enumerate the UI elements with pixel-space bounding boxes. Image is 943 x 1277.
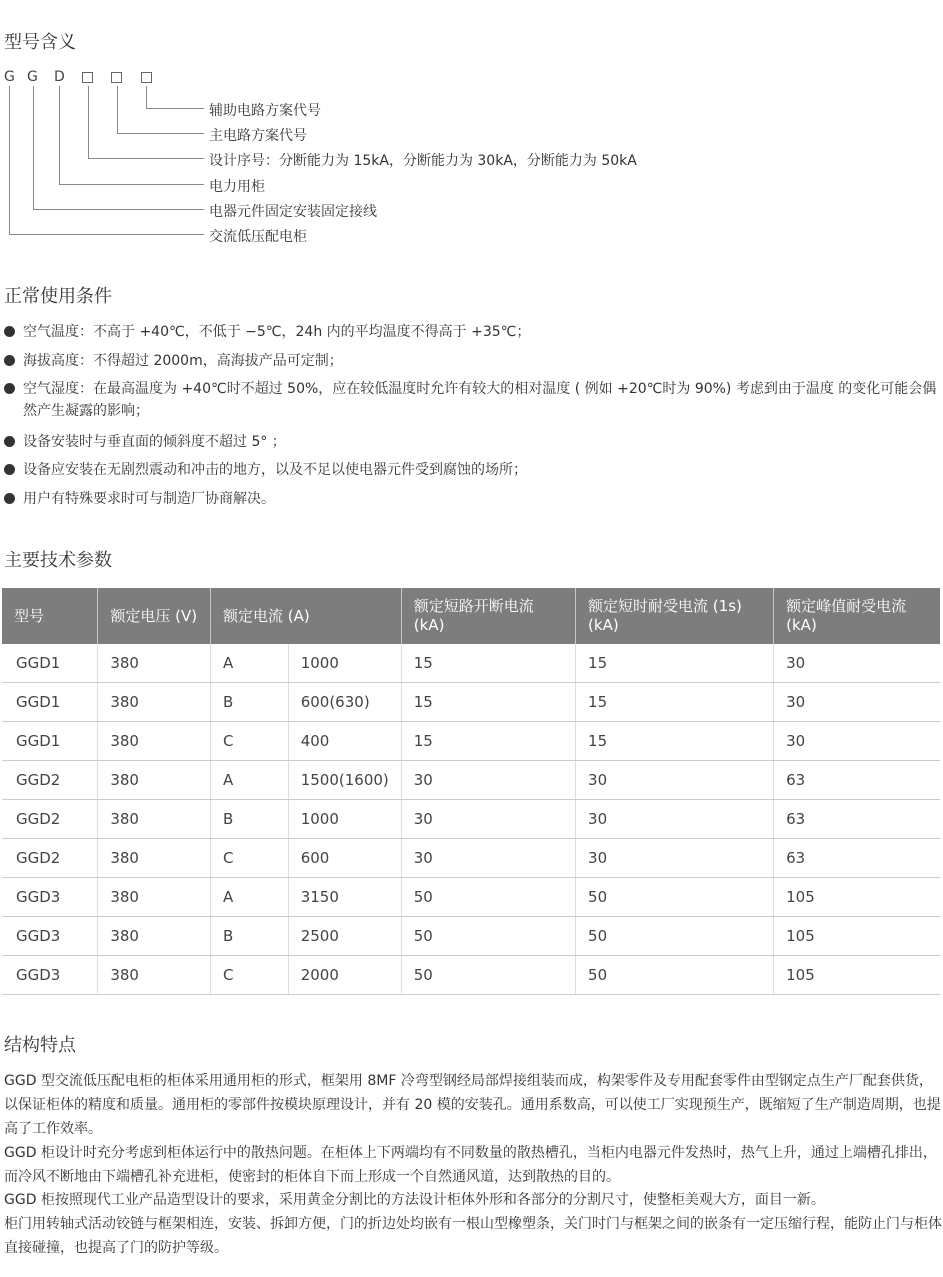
- table-cell: C: [210, 956, 288, 995]
- bullet-icon: [4, 436, 15, 447]
- section-title-model: 型号含义: [4, 32, 76, 53]
- header-rated-current: 额定电流 (A): [210, 588, 401, 644]
- section-title-structure: 结构特点: [4, 1035, 76, 1056]
- code-box-1: [82, 72, 93, 83]
- code-box-3: [141, 72, 152, 83]
- condition-item: [4, 321, 940, 343]
- table-cell: 30: [401, 800, 575, 839]
- table-cell: 15: [576, 683, 774, 722]
- condition-item: [4, 459, 940, 481]
- table-cell: 15: [401, 683, 575, 722]
- table-cell: 1500(1600): [288, 761, 401, 800]
- table-cell: 50: [576, 878, 774, 917]
- table-cell: 63: [774, 800, 940, 839]
- table-cell: 380: [98, 722, 211, 761]
- table-cell: 63: [774, 761, 940, 800]
- table-row: [2, 800, 940, 839]
- header-model: 型号: [2, 588, 98, 644]
- table-row: [2, 956, 940, 995]
- table-cell: 15: [576, 644, 774, 683]
- connector-line: [59, 86, 60, 184]
- condition-text: 设备安装时与垂直面的倾斜度不超过 5° ；: [23, 434, 286, 450]
- table-cell: GGD2: [2, 839, 98, 878]
- tech-params-table: [2, 588, 940, 995]
- model-label-main-circuit: 主电路方案代号: [209, 128, 307, 144]
- bullet-icon: [4, 355, 15, 366]
- condition-text: 设备应安装在无剧烈震动和冲击的地方，以及不足以使电器元件受到腐蚀的场所；: [23, 462, 527, 478]
- section-title-conditions: 正常使用条件: [4, 286, 112, 307]
- table-cell: 50: [401, 917, 575, 956]
- code-letter-g1: G: [4, 69, 15, 85]
- table-cell: 380: [98, 683, 211, 722]
- connector-line: [33, 209, 204, 210]
- structure-paragraph: GGD 型交流低压配电柜的柜体采用通用柜的形式，框架用 8MF 冷弯型钢经局部焊接组装而成，构架零件及专用配套零件由型钢定点生产厂配套供货，以保证柜体的精度和质量。通用柜的零部件按模块原理设计，并有 20 模的安装孔。通用系数高，可以使工厂实现预生产，既缩短了生产制造周期，也提高了工作效率。: [4, 1073, 941, 1137]
- table-cell: 30: [401, 839, 575, 878]
- table-cell: GGD2: [2, 761, 98, 800]
- condition-item: [4, 431, 940, 453]
- table-cell: 380: [98, 800, 211, 839]
- table-cell: GGD1: [2, 683, 98, 722]
- table-cell: 2000: [288, 956, 401, 995]
- table-cell: 1000: [288, 644, 401, 683]
- table-cell: 1000: [288, 800, 401, 839]
- table-cell: 15: [401, 644, 575, 683]
- bullet-icon: [4, 493, 15, 504]
- model-label-aux-circuit: 辅助电路方案代号: [209, 103, 321, 119]
- model-label-ac-lv-cabinet: 交流低压配电柜: [209, 229, 307, 245]
- connector-line: [9, 234, 204, 235]
- table-cell: 3150: [288, 878, 401, 917]
- condition-item: [4, 378, 940, 422]
- table-cell: 50: [401, 878, 575, 917]
- table-cell: 50: [576, 917, 774, 956]
- table-cell: A: [210, 644, 288, 683]
- table-cell: GGD1: [2, 644, 98, 683]
- table-cell: 50: [576, 956, 774, 995]
- model-label-power-cabinet: 电力用柜: [209, 179, 265, 195]
- connector-line: [59, 184, 204, 185]
- condition-text: 海拔高度：不得超过 2000m，高海拔产品可定制；: [23, 353, 343, 369]
- condition-text: 用户有特殊要求时可与制造厂协商解决。: [23, 491, 275, 507]
- connector-line: [88, 86, 89, 158]
- table-cell: GGD3: [2, 878, 98, 917]
- table-cell: B: [210, 683, 288, 722]
- connector-line: [9, 86, 10, 234]
- table-cell: A: [210, 878, 288, 917]
- condition-item: [4, 350, 940, 372]
- connector-line: [117, 86, 118, 133]
- condition-text: 空气湿度：在最高温度为 +40℃时不超过 50%，应在较低温度时允许有较大的相对温度 ( 例如 +20℃时为 90%) 考虑到由于温度 的变化可能会偶然产生凝露的影响；: [23, 381, 937, 419]
- table-row: [2, 878, 940, 917]
- table-cell: 15: [401, 722, 575, 761]
- table-cell: 380: [98, 839, 211, 878]
- table-cell: 50: [401, 956, 575, 995]
- table-cell: 105: [774, 956, 940, 995]
- table-cell: 30: [576, 761, 774, 800]
- table-cell: 30: [774, 722, 940, 761]
- table-cell: 105: [774, 878, 940, 917]
- table-cell: 30: [576, 800, 774, 839]
- table-cell: A: [210, 761, 288, 800]
- connector-line: [146, 86, 147, 108]
- table-cell: GGD2: [2, 800, 98, 839]
- header-short-time-withstand: 额定短时耐受电流 (1s) (kA): [576, 588, 774, 644]
- table-cell: GGD3: [2, 917, 98, 956]
- table-cell: 30: [576, 839, 774, 878]
- bullet-icon: [4, 464, 15, 475]
- table-cell: C: [210, 722, 288, 761]
- table-row: [2, 644, 940, 683]
- table-cell: 30: [774, 683, 940, 722]
- table-row: [2, 722, 940, 761]
- table-cell: 105: [774, 917, 940, 956]
- table-cell: 380: [98, 761, 211, 800]
- bullet-icon: [4, 383, 15, 394]
- model-label-design-number: 设计序号：分断能力为 15kA，分断能力为 30kA，分断能力为 50kA: [209, 153, 637, 169]
- structure-paragraph: GGD 柜按照现代工业产品造型设计的要求，采用黄金分割比的方法设计柜体外形和各部分的分割尺寸，使整柜美观大方，面目一新。: [4, 1192, 825, 1208]
- table-cell: C: [210, 839, 288, 878]
- condition-text: 空气温度：不高于 +40℃，不低于 −5℃，24h 内的平均温度不得高于 +35℃；: [23, 324, 531, 340]
- table-cell: 63: [774, 839, 940, 878]
- table-cell: 380: [98, 878, 211, 917]
- code-letter-d: D: [54, 69, 65, 85]
- code-letter-g2: G: [27, 69, 38, 85]
- table-cell: 380: [98, 956, 211, 995]
- code-box-2: [111, 72, 122, 83]
- table-row: [2, 761, 940, 800]
- connector-line: [33, 86, 34, 209]
- condition-item: [4, 488, 940, 510]
- structure-paragraph: 柜门用转轴式活动铰链与框架相连，安装、拆卸方便，门的折边处均嵌有一根山型橡塑条，关门时门与框架之间的嵌条有一定压缩行程，能防止门与柜体直接碰撞，也提高了门的防护等级。: [4, 1216, 942, 1256]
- table-row: [2, 839, 940, 878]
- table-cell: GGD3: [2, 956, 98, 995]
- table-header-row: [2, 588, 940, 644]
- table-cell: GGD1: [2, 722, 98, 761]
- table-cell: 2500: [288, 917, 401, 956]
- bullet-icon: [4, 326, 15, 337]
- table-cell: 400: [288, 722, 401, 761]
- table-cell: 600(630): [288, 683, 401, 722]
- table-cell: B: [210, 800, 288, 839]
- table-cell: 15: [576, 722, 774, 761]
- table-row: [2, 683, 940, 722]
- header-rated-voltage: 额定电压 (V): [98, 588, 211, 644]
- table-cell: B: [210, 917, 288, 956]
- connector-line: [88, 158, 204, 159]
- table-cell: 380: [98, 917, 211, 956]
- header-peak-withstand: 额定峰值耐受电流 (kA): [774, 588, 940, 644]
- table-cell: 30: [774, 644, 940, 683]
- connector-line: [146, 108, 204, 109]
- section-title-tech: 主要技术参数: [4, 550, 112, 571]
- connector-line: [117, 133, 204, 134]
- header-short-circuit-breaking: 额定短路开断电流 (kA): [401, 588, 575, 644]
- table-cell: 30: [401, 761, 575, 800]
- table-cell: 600: [288, 839, 401, 878]
- table-row: [2, 917, 940, 956]
- model-label-fixed-install: 电器元件固定安装固定接线: [209, 204, 377, 220]
- structure-paragraph: GGD 柜设计时充分考虑到柜体运行中的散热问题。在柜体上下两端均有不同数量的散热槽孔，当柜内电器元件发热时，热气上升，通过上端槽孔排出，而冷风不断地由下端槽孔补充进柜，使密封的柜体自下而上形成一个自然通风道，达到散热的目的。: [4, 1145, 937, 1185]
- table-cell: 380: [98, 644, 211, 683]
